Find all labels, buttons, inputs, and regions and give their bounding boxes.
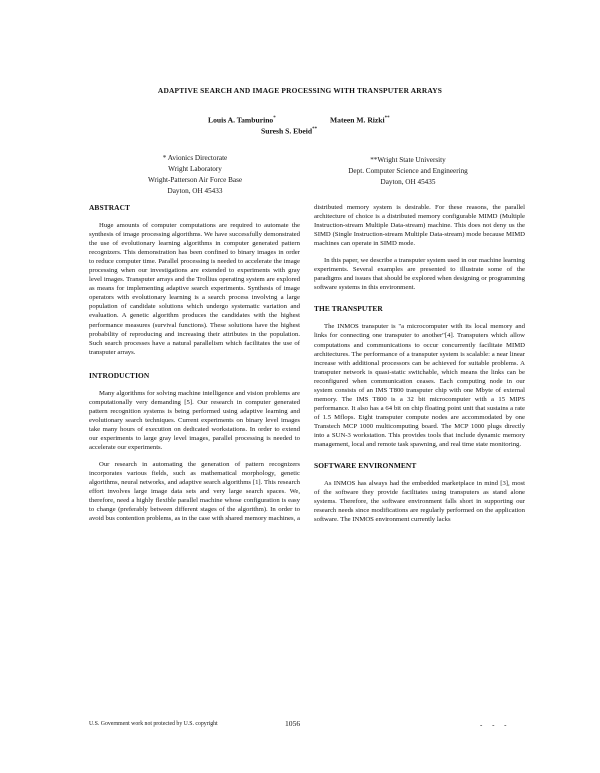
affiliation-line: Dayton, OH 45433: [167, 187, 223, 195]
affiliation-line: Dept. Computer Science and Engineering: [348, 167, 468, 175]
left-column: [89, 203, 300, 531]
body-paragraph: distributed memory system is desirable. For these reasons, the parallel architecture of choice is a distributed memory configurable MIMD (Multiple Instruction-stream Multiple Data-stream) machine. This does not deny us the SIMD (Single Instruction-stream Multiple Data-stream) mode because MIMD machines can operate in SIMD mode.: [314, 204, 525, 248]
author-suresh: [261, 124, 317, 137]
introduction-paragraph: Our research in automating the generation of pattern recognizers incorporates various fields, such as mathematical morphology, genetic algorithms, neural networks, and adaptive search algorithms [1]. This research effort involves large image data sets and very large search spaces. We, therefore, need a highly flexible parallel machine whose configuration is easy to change (preferably between different stages of the algorithm). In order to avoid bus contention problems, as in the case with shared memory machines, a: [89, 461, 300, 523]
software-heading: SOFTWARE ENVIRONMENT: [314, 461, 417, 471]
affiliation-line: Wright-Patterson Air Force Base: [147, 176, 243, 184]
page-number: 1056: [285, 719, 301, 728]
abstract-heading: ABSTRACT: [89, 203, 131, 212]
software-paragraph: As INMOS has always had the embedded marketplace in mind [3], most of the software they provide facilitates using transputers as stand alone systems. Therefore, the software environment falls short in supporting our research needs since modifications are regularly performed on the application software. The INMOS environment currently lacks: [314, 480, 525, 524]
affiliation-mark: **: [384, 116, 390, 121]
copyright-note: U.S. Government work not protected by U.S. copyright: [89, 721, 218, 727]
affiliation-line: Dayton, OH 45435: [380, 178, 436, 186]
affiliation-line: * Avionics Directorate: [162, 154, 228, 162]
transputer-paragraph: The INMOS transputer is "a microcomputer with its local memory and links for connecting one transputer to another"[4]. Transputers which allow computations and communications to occur concurrently facilitate MIMD architectures. The performance of a transputer system is scalable: a near linear increase with additional processors can be achieved for suitable problems. A transputer network is quasi-static switchable, which means the links can be reconfigured when communication ceases. Each computing node in our system consists of an IMS T800 transputer chip with one Mbyte of external memory. The IMS T800 is a 32 bit microcomputer with a 15 MIPS performance. It also has a 64 bit on chip floating point unit that sustains a rate of 1.5 Mflops. Eight transputer compute nodes are accommodated by one Transtech MCP 1000 multicomputing board. The MCP 1000 plugs directly into a SUN-3 workstation. This provides tools that include dynamic memory management, local and remote task spawning, and real time state monitoring.: [314, 323, 525, 449]
footer-marks: - - -: [480, 721, 511, 729]
introduction-heading: INTRODUCTION: [89, 370, 150, 380]
author-name: Mateen M. Rizki: [330, 115, 385, 125]
paper-title: ADAPTIVE SEARCH AND IMAGE PROCESSING WITH TRANSPUTER ARRAYS: [157, 86, 443, 95]
abstract-paragraph: Huge amounts of computer computations are required to automate the synthesis of image processing algorithms. We have successfully demonstrated the use of evolutionary learning algorithms in computer generated pattern recognizers. This demonstration has been confined to binary images in order to reduce computer time. Parallel processing is needed to accelerate the image processing when our investigations are extended to experiments with gray level images. Transputer arrays and the Trollius operating system are explored as means for implementing adaptive search experiments. Synthesis of image operators with evolutionary learning is a search process involving a large population of candidate solutions which undergo systematic variation and evaluation. A genetic algorithm produces the candidates with the highest performance measures (survival functions). These solutions have the highest probability of reproducing and increasing their attributes in the population. Such search processes have a natural parallelism which facilitates the use of transputer arrays.: [89, 222, 300, 356]
affiliation-left: [120, 153, 270, 197]
affiliation-right: [328, 155, 488, 188]
affiliation-line: Wright Laboratory: [168, 165, 222, 173]
transputer-heading: THE TRANSPUTER: [314, 304, 383, 314]
affiliation-mark: **: [312, 127, 318, 132]
affiliation-line: **Wright State University: [370, 156, 446, 164]
author-name: Suresh S. Ebeid: [261, 126, 313, 136]
author-mateen: [330, 113, 390, 126]
right-column: [314, 203, 525, 532]
introduction-paragraph: Many algorithms for solving machine intelligence and vision problems are computationally very demanding [5]. Our research in computer generated pattern recognition systems is being performed using adaptive learning and evolutionary search techniques. Current experiments on binary level images take many hours of execution on dedicated workstations. In order to extend our experiments to large gray level images, parallel processing is needed to accelerate our experiments.: [89, 389, 300, 451]
affiliation-mark: *: [273, 116, 276, 121]
body-paragraph: In this paper, we describe a transputer system used in our machine learning experiments. Several examples are presented to illustrate some of the paradigms and issues that should be explored when designing or programming software systems in this environment.: [314, 257, 525, 292]
author-name: Louis A. Tamburino: [208, 115, 274, 125]
